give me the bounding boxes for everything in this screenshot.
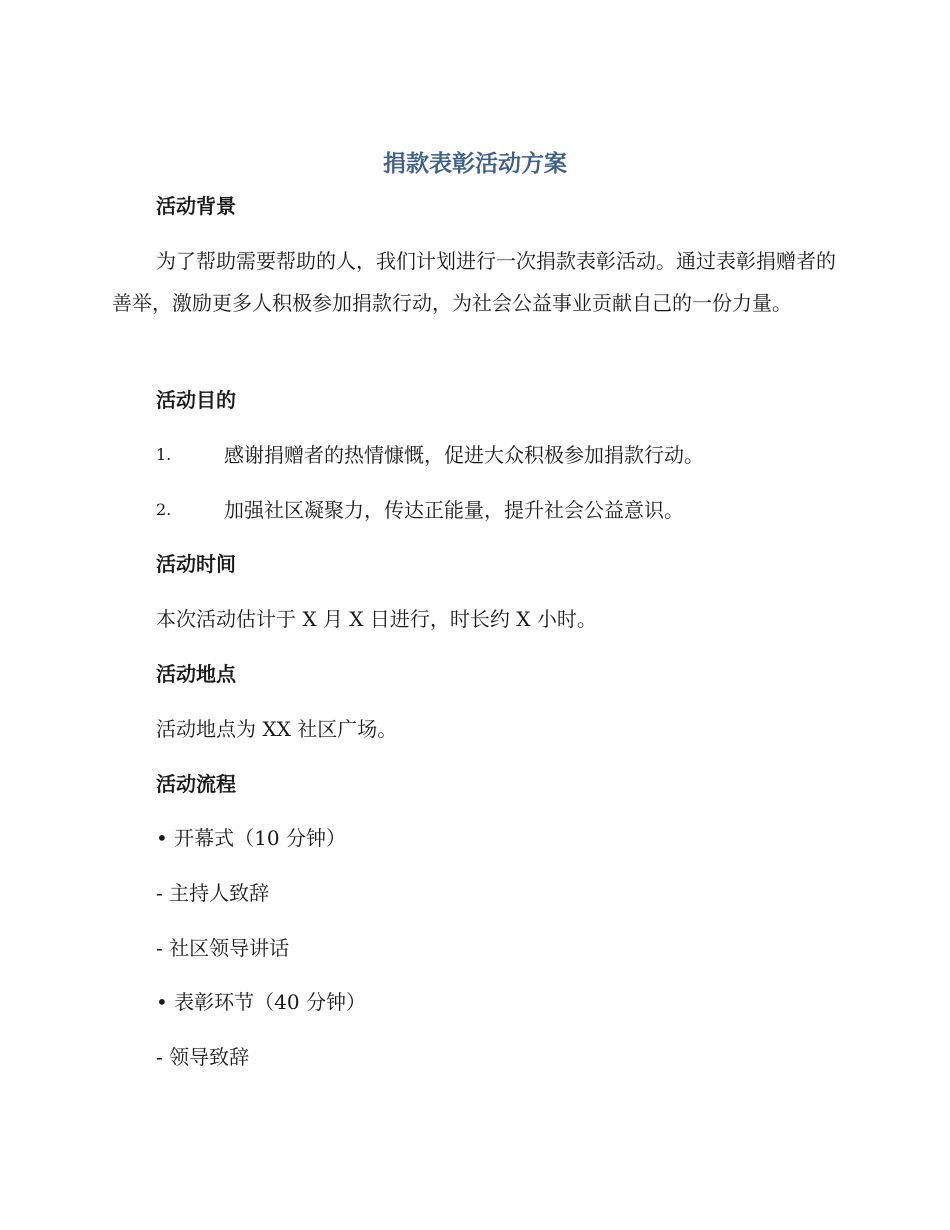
process-line: - 社区领导讲话 — [156, 936, 290, 960]
process-line: • 开幕式（10 分钟） — [156, 826, 346, 850]
document-title: 捐款表彰活动方案 — [383, 151, 567, 177]
purpose-item-number: 2. — [156, 500, 172, 519]
process-line: - 主持人致辞 — [156, 881, 270, 905]
location-text: 活动地点为 XX 社区广场。 — [156, 717, 398, 741]
time-text: 本次活动估计于 X 月 X 日进行，时长约 X 小时。 — [156, 607, 597, 631]
purpose-item-text: 感谢捐赠者的热情慷慨，促进大众积极参加捐款行动。 — [224, 443, 704, 467]
section-heading-purpose: 活动目的 — [156, 388, 236, 412]
process-line: - 领导致辞 — [156, 1045, 250, 1069]
purpose-item-text: 加强社区凝聚力，传达正能量，提升社会公益意识。 — [224, 498, 684, 522]
section-heading-process: 活动流程 — [156, 772, 236, 796]
section-heading-time: 活动时间 — [156, 552, 236, 576]
purpose-item-number: 1. — [156, 445, 172, 464]
section-heading-location: 活动地点 — [156, 662, 236, 686]
process-line: • 表彰环节（40 分钟） — [156, 990, 366, 1014]
section-heading-background: 活动背景 — [156, 194, 236, 218]
background-paragraph: 为了帮助需要帮助的人，我们计划进行一次捐款表彰活动。通过表彰捐赠者的善举，激励更多人积极参加捐款行动，为社会公益事业贡献自己的一份力量。 — [112, 249, 836, 315]
